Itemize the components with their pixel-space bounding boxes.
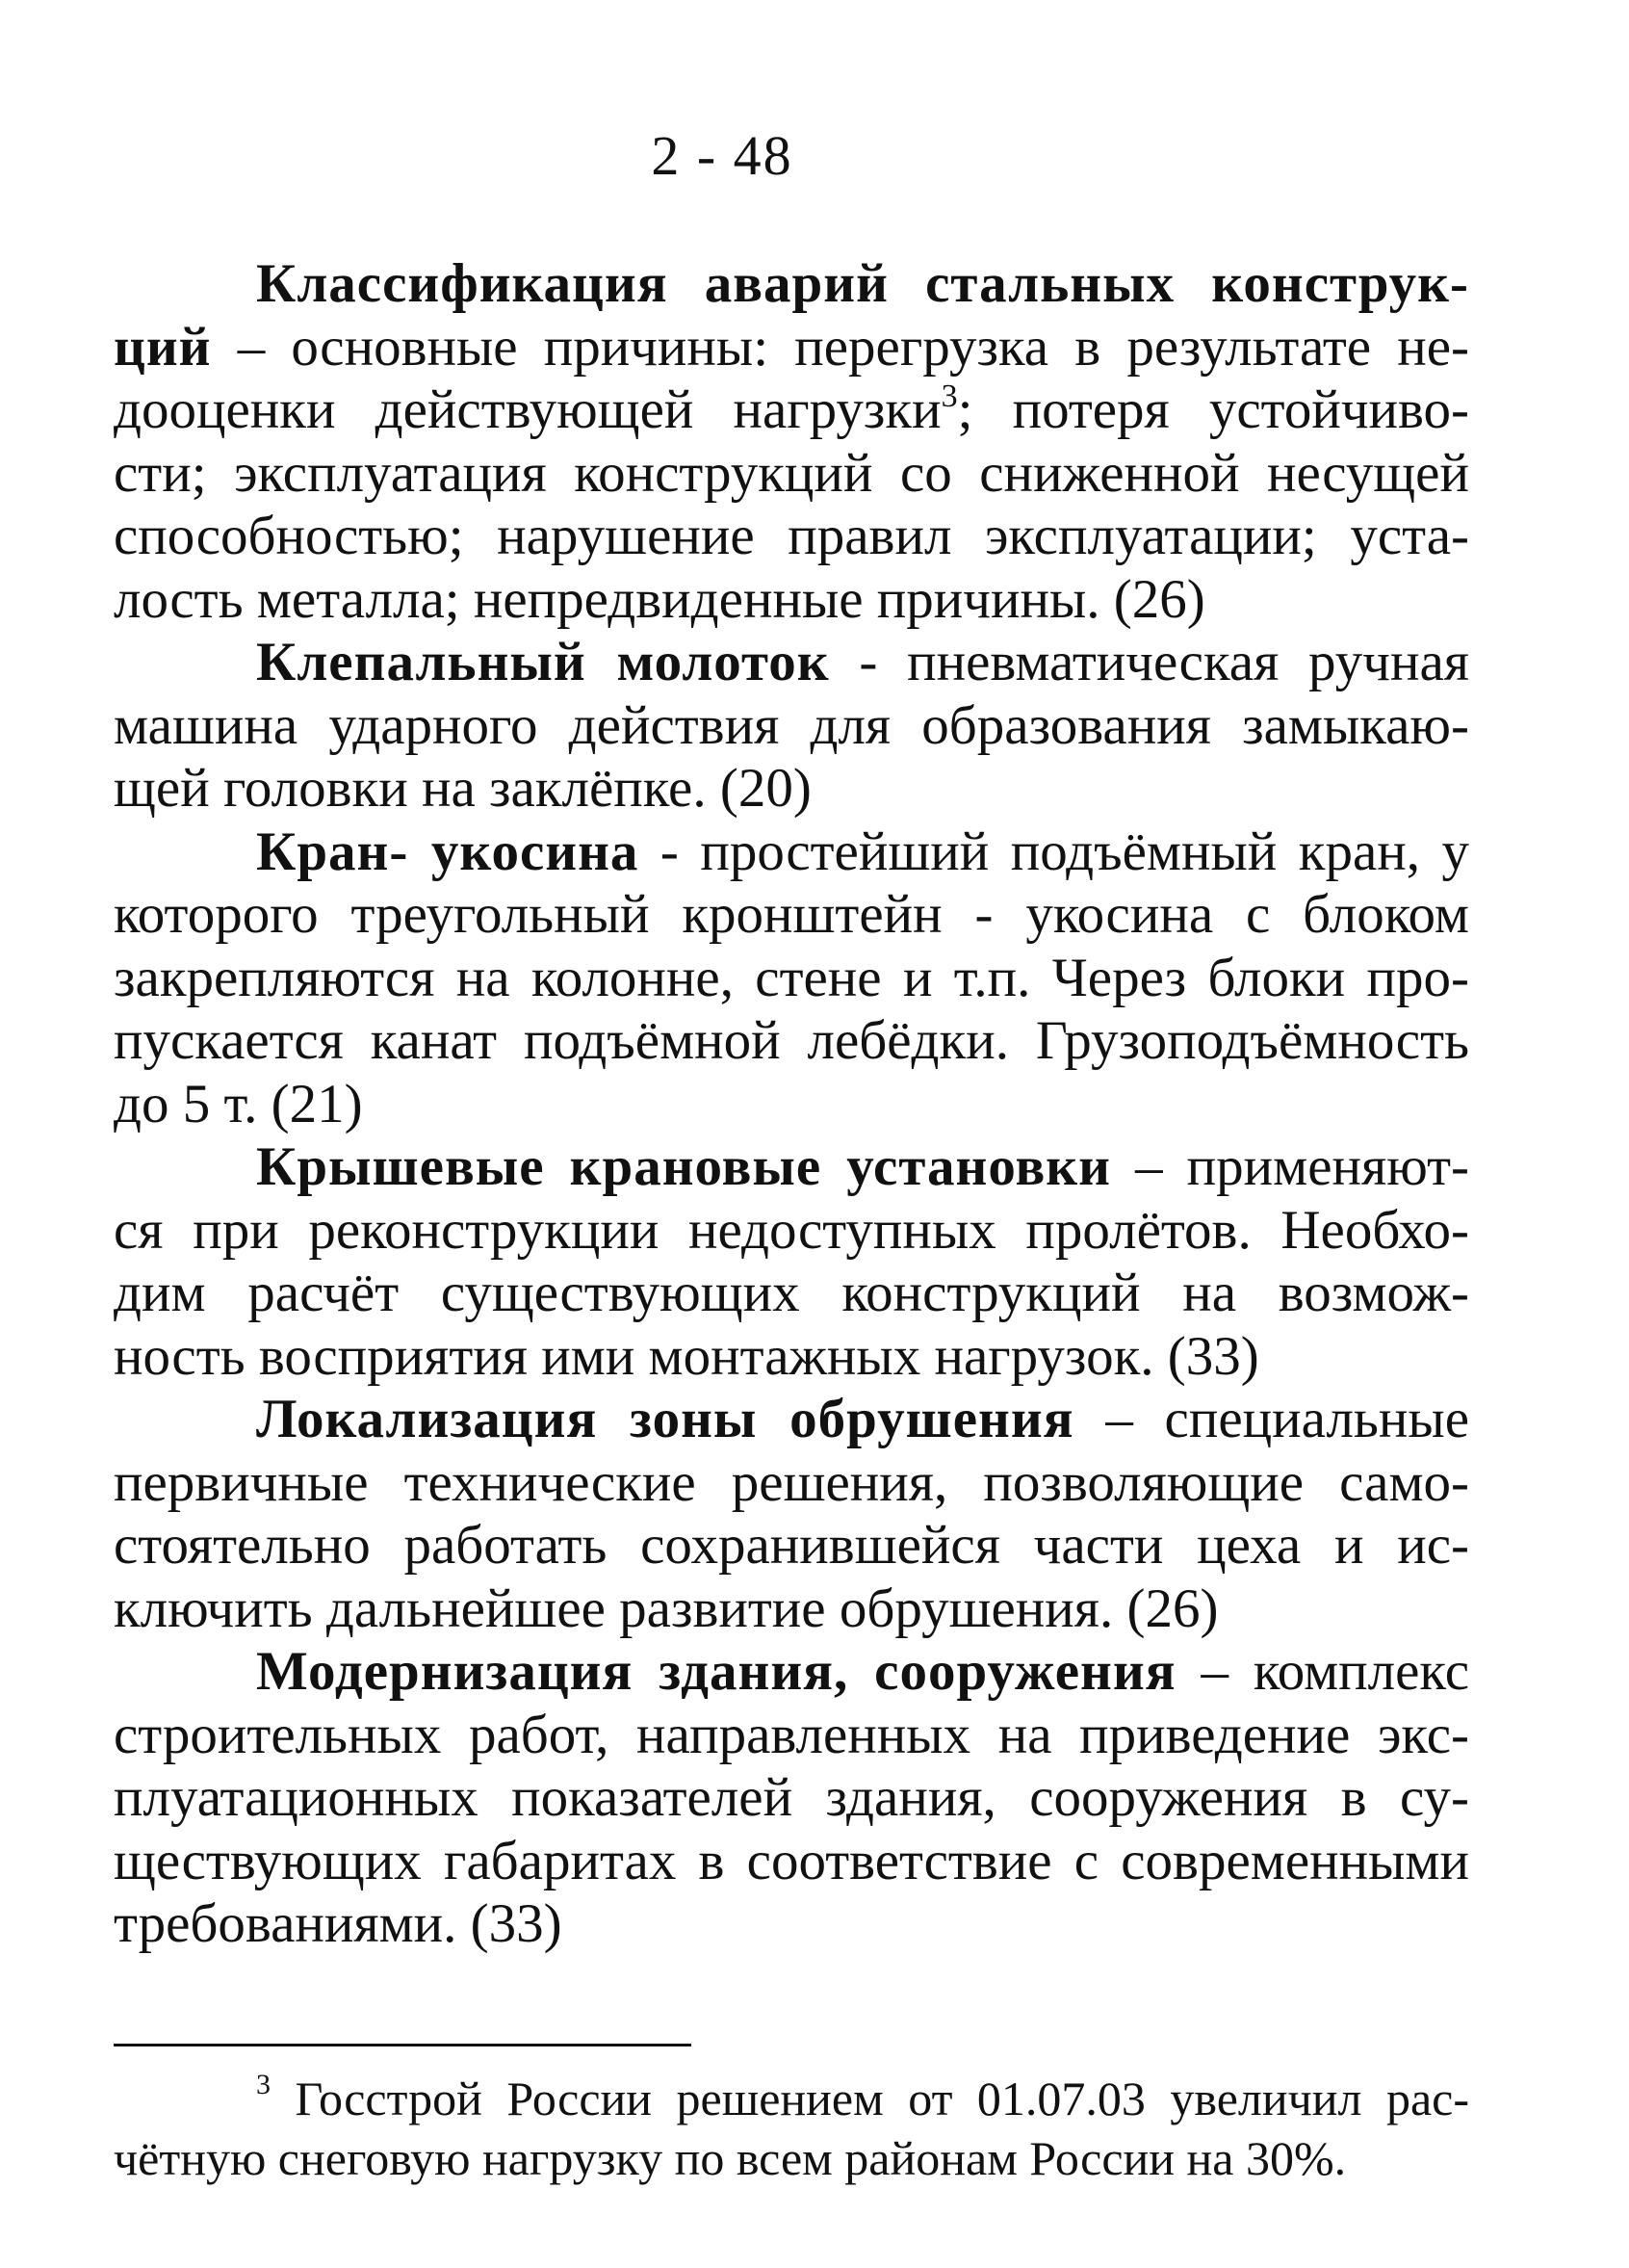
document-body <box>114 252 1469 1956</box>
footnote-line <box>114 2069 1469 2128</box>
entry-line <box>114 1388 1469 1451</box>
entry-line <box>114 316 1469 379</box>
entry-term: Крышевые крановые установки <box>256 1136 1111 1197</box>
entry-term: Классификация аварий стальных конструк- <box>256 253 1469 314</box>
entry-line: ключить дальнейшее развитие обрушения. (26) <box>114 1577 1219 1639</box>
entry-line: которого треугольный кронштейн - укосина с блоком <box>114 884 1469 945</box>
page-number: 2 - 48 <box>651 124 793 187</box>
entry-lokalizatsiya <box>114 1388 1469 1640</box>
entry-line: сти; эксплуатация конструкций со сниженной несущей <box>114 442 1469 504</box>
entry-term: Кран- укосина <box>256 821 639 882</box>
footnote-divider <box>114 2044 691 2046</box>
entry-line: ществующих габаритах в соответствие с современными <box>114 1830 1469 1891</box>
entry-line: закрепляются на колонне, стене и т.п. Через блоки про- <box>114 947 1469 1008</box>
entry-line: плуатационных показателей здания, сооружения в су- <box>114 1767 1469 1828</box>
entry-line: пускается канат подъёмной лебёдки. Грузоподъёмность <box>114 1010 1469 1071</box>
entry-line: требованиями. (33) <box>114 1893 562 1954</box>
entry-line: щей головки на заклёпке. (20) <box>114 758 812 819</box>
entry-line: до 5 т. (21) <box>114 1073 363 1134</box>
entry-line: стоятельно работать сохранившейся части цеха и ис- <box>114 1515 1469 1576</box>
entry-term: Локализация зоны обрушения <box>256 1389 1074 1449</box>
entry-line: дим расчёт существующих конструкций на возмож- <box>114 1263 1469 1323</box>
entry-line <box>114 378 1469 442</box>
footnote-reference: 3 <box>941 378 958 414</box>
entry-kran-ukosina <box>114 821 1469 1136</box>
entry-term-continued: ций <box>114 316 212 378</box>
entry-line <box>114 631 1469 694</box>
entry-klepalnyi-molotok <box>114 631 1469 821</box>
entry-line: машина ударного действия для образования замыкаю- <box>114 694 1469 756</box>
entry-text: – применяют- <box>1110 1136 1469 1197</box>
entry-line: ность восприятия ими монтажных нагрузок. (33) <box>114 1325 1259 1387</box>
footnote-line: чётную снеговую нагрузку по всем районам России на 30%. <box>114 2131 1347 2185</box>
entry-text: – комплекс <box>1176 1641 1469 1702</box>
entry-line <box>114 821 1469 884</box>
entry-text: дооценки действующей нагрузки <box>114 379 942 440</box>
entry-text: – специальные <box>1073 1389 1470 1449</box>
footnote-marker: 3 <box>256 2069 271 2100</box>
entry-text: – основные причины: перегрузка в результате не- <box>211 316 1469 378</box>
entry-text: - простейший подъёмный кран, у <box>638 821 1469 882</box>
entry-line: первичные технические решения, позволяющие само- <box>114 1451 1469 1513</box>
entry-text: - пневматическая ручная <box>829 632 1469 692</box>
entry-klassifikatsiya <box>114 252 1469 631</box>
entry-line: способностью; нарушение правил эксплуатации; уста- <box>114 506 1469 566</box>
entry-line: лость металла; непредвиденные причины. (26) <box>114 568 1205 630</box>
footnote-text: Госстрой России решением от 01.07.03 увеличил рас- <box>271 2072 1469 2125</box>
entry-modernizatsiya <box>114 1640 1469 1956</box>
entry-line: ся при реконструкции недоступных пролётов. Необхо- <box>114 1199 1469 1261</box>
entry-kryshevye-ustanovki <box>114 1135 1469 1388</box>
entry-line <box>114 1640 1469 1704</box>
entry-line <box>114 1135 1469 1199</box>
entry-term: Клепальный молоток <box>256 632 830 692</box>
footnote <box>114 2069 1469 2188</box>
entry-term: Модернизация здания, сооружения <box>256 1641 1176 1702</box>
entry-line <box>114 252 1469 316</box>
entry-line: строительных работ, направленных на приведение экс- <box>114 1704 1469 1765</box>
entry-text: ; потеря устойчиво- <box>957 379 1469 440</box>
